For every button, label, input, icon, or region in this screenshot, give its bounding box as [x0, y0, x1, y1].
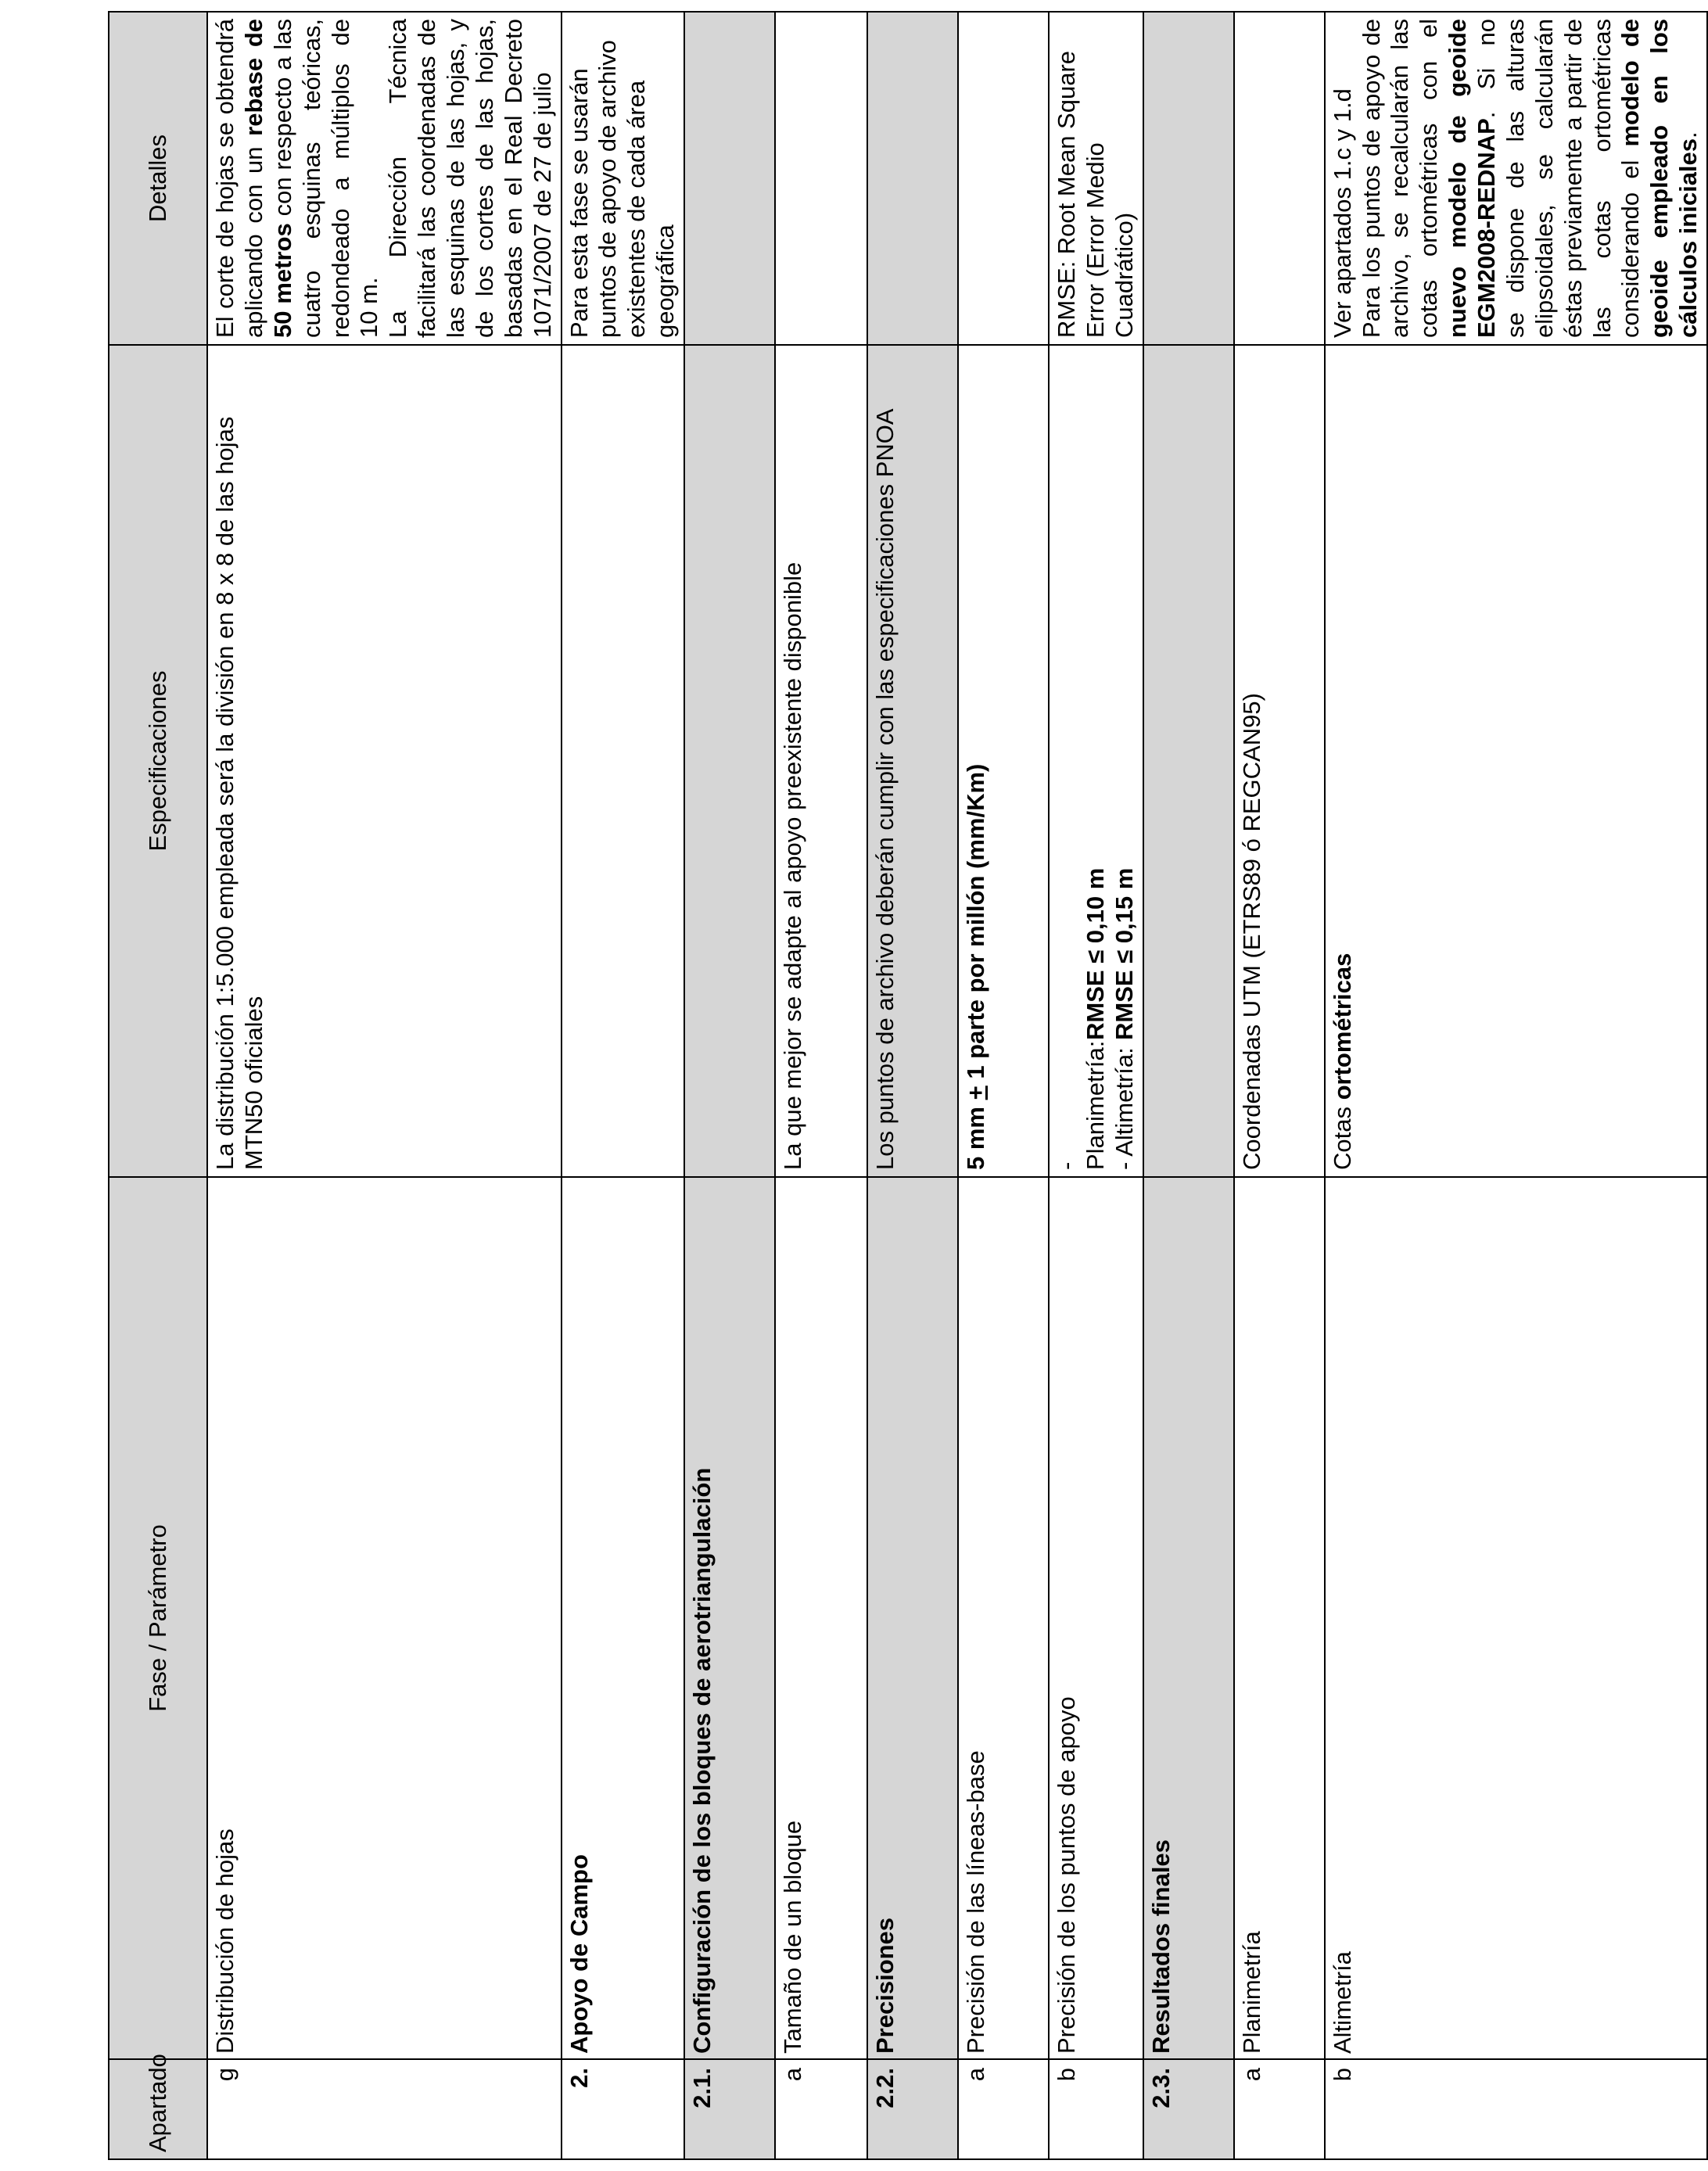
apartado-cell: a — [958, 2059, 1049, 2159]
detalles-paragraph — [1358, 19, 1704, 338]
fase-cell: Apoyo de Campo — [562, 1177, 685, 2059]
espec-text: Cotas — [1328, 1100, 1356, 1170]
espec-cell — [958, 345, 1049, 1177]
header-row — [109, 12, 207, 2159]
fase-cell: Altimetría — [1325, 1177, 1707, 2059]
fase-cell: Precisión de las líneas-base — [958, 1177, 1049, 2059]
detalles-cell — [1325, 12, 1707, 345]
detalles-bold-text: rebase de 50 metros — [239, 19, 296, 338]
detalles-text: . Si no se dispone de las alturas elipsoidales, se calcularán éstas previamente a partir de las cotas ortométricas considerando el — [1473, 19, 1645, 338]
apartado-cell: b — [1325, 2059, 1707, 2159]
apartado-cell: a — [775, 2059, 867, 2159]
table-row — [207, 12, 562, 2159]
table-row — [1049, 12, 1143, 2159]
section-row — [684, 12, 775, 2159]
section-row — [562, 12, 685, 2159]
apartado-cell: 2.2. — [867, 2059, 958, 2159]
table-row — [1234, 12, 1325, 2159]
espec-line — [1111, 352, 1139, 1170]
detalles-cell — [207, 12, 562, 345]
fase-cell: Precisión de los puntos de apoyo — [1049, 1177, 1143, 2059]
detalles-cell — [867, 12, 958, 345]
detalles-paragraph: La Dirección Técnica facilitará las coordenadas de las esquinas de las hojas, y de los cortes de las hojas, basadas en el Real Decreto 1071/2007 de 27 de julio — [384, 19, 556, 338]
espec-text: 5 mm — [962, 1100, 989, 1170]
espec-value: RMSE ≤ 0,10 m — [1081, 867, 1109, 1040]
espec-bold-text: ortométricas — [1328, 953, 1356, 1100]
detalles-paragraph — [211, 19, 384, 338]
detalles-cell: Para esta fase se usarán puntos de apoyo de archivo existentes de cada área geográfica — [562, 12, 685, 345]
espec-label: - Altimetría: — [1110, 1047, 1138, 1170]
table-row — [958, 12, 1049, 2159]
espec-cell — [684, 345, 775, 1177]
apartado-cell: b — [1049, 2059, 1143, 2159]
fase-cell: Distribución de hojas — [207, 1177, 562, 2059]
detalles-cell: RMSE: Root Mean Square Error (Error Medio Cuadrático) — [1049, 12, 1143, 345]
detalles-text: El corte de hojas se obtendrá aplicando con un — [211, 19, 267, 338]
espec-cell: La distribución 1:5.000 empleada será la división en 8 x 8 de las hojas MTN50 oficiales — [207, 345, 562, 1177]
espec-cell — [562, 345, 685, 1177]
apartado-cell: 2.3. — [1143, 2059, 1234, 2159]
section-row — [1143, 12, 1234, 2159]
detalles-bold-text: nuevo modelo de geoide EGM2008-REDNAP — [1444, 19, 1500, 338]
plus-minus-symbol: + — [962, 1086, 989, 1100]
apartado-cell: a — [1234, 2059, 1325, 2159]
table-row — [775, 12, 867, 2159]
espec-cell: La que mejor se adapte al apoyo preexistente disponible — [775, 345, 867, 1177]
table-row — [1325, 12, 1707, 2159]
fase-cell: Tamaño de un bloque — [775, 1177, 867, 2059]
detalles-text: con respecto a las cuatro esquinas teóricas, redondeado a múltiplos de 10 m. — [268, 19, 383, 338]
espec-value: RMSE ≤ 0,15 m — [1110, 867, 1138, 1040]
detalles-bold-text: modelo de geoide empleado en los cálculos iniciales — [1616, 19, 1703, 338]
espec-label: - Planimetría: — [1053, 1040, 1109, 1170]
espec-cell — [1325, 345, 1707, 1177]
apartado-cell: 2.1. — [684, 2059, 775, 2159]
header-apartado: Apartado — [109, 2059, 207, 2159]
detalles-text: Para los puntos de apoyo de archivo, se recalcularán las cotas ortométricas con el — [1357, 19, 1443, 338]
fase-cell: Resultados finales — [1143, 1177, 1234, 2059]
detalles-cell — [684, 12, 775, 345]
espec-cell: Coordenadas UTM (ETRS89 ó REGCAN95) — [1234, 345, 1325, 1177]
espec-cell: Los puntos de archivo deberán cumplir con las especificaciones PNOA — [867, 345, 958, 1177]
fase-cell: Planimetría — [1234, 1177, 1325, 2059]
espec-cell — [1143, 345, 1234, 1177]
espec-text: 1 parte por millón (mm/Km) — [962, 763, 989, 1086]
apartado-cell: 2. — [562, 2059, 685, 2159]
espec-cell — [1049, 345, 1143, 1177]
detalles-cell — [775, 12, 867, 345]
specifications-table — [108, 11, 1708, 2160]
header-detalles: Detalles — [109, 12, 207, 345]
detalles-line: Ver apartados 1.c y 1.d — [1328, 88, 1356, 338]
detalles-cell — [958, 12, 1049, 345]
detalles-cell — [1234, 12, 1325, 345]
espec-line — [1053, 352, 1111, 1170]
section-row — [867, 12, 958, 2159]
header-especificaciones: Especificaciones — [109, 345, 207, 1177]
fase-cell: Configuración de los bloques de aerotriangulación — [684, 1177, 775, 2059]
apartado-cell: g — [207, 2059, 562, 2159]
detalles-cell — [1143, 12, 1234, 345]
detalles-text: . — [1674, 131, 1703, 138]
header-fase: Fase / Parámetro — [109, 1177, 207, 2059]
fase-cell: Precisiones — [867, 1177, 958, 2059]
